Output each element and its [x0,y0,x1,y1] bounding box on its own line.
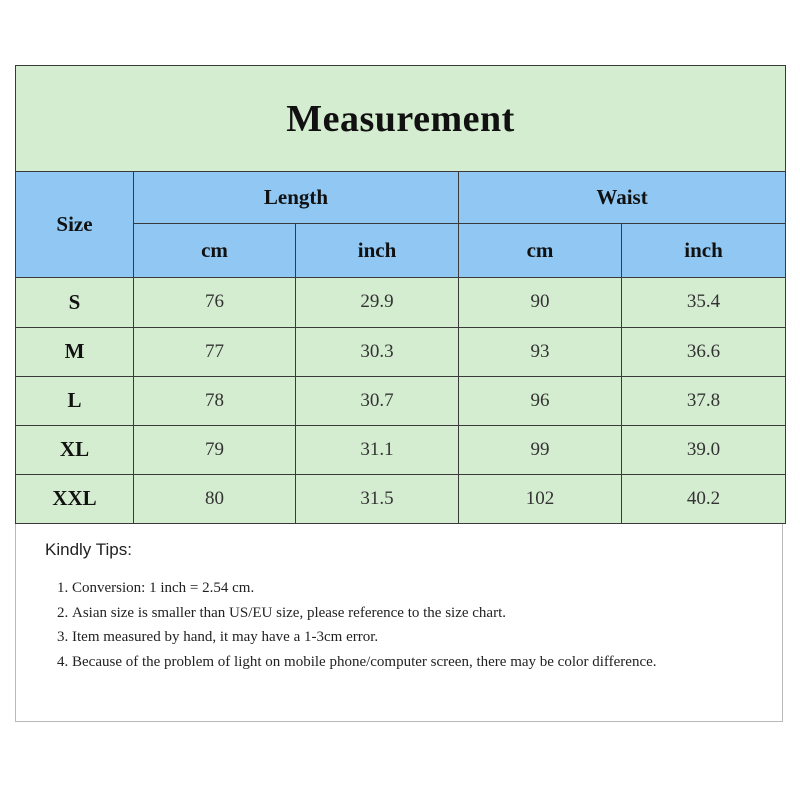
header-size: Size [16,172,134,278]
waist-inch-value: 40.2 [622,474,786,523]
table-row [16,327,786,376]
table-title: Measurement [16,66,786,172]
length-cm-value: 77 [134,327,296,376]
length-inch-value: 31.1 [296,425,459,474]
length-cm-value: 80 [134,474,296,523]
waist-cm-value: 99 [459,425,622,474]
length-cm-value: 78 [134,376,296,425]
size-label: XL [16,425,134,474]
waist-cm-value: 93 [459,327,622,376]
tip-item: 4. Because of the problem of light on mobile phone/computer screen, there may be color difference. [72,650,745,675]
header-length-inch: inch [296,224,459,278]
waist-inch-value: 35.4 [622,278,786,327]
tip-item: 2. Asian size is smaller than US/EU size, please reference to the size chart. [72,601,745,626]
length-inch-value: 31.5 [296,474,459,523]
waist-inch-value: 36.6 [622,327,786,376]
tip-item: 3. Item measured by hand, it may have a 1-3cm error. [72,625,745,650]
waist-cm-value: 90 [459,278,622,327]
size-label: XXL [16,474,134,523]
waist-cm-value: 102 [459,474,622,523]
table-row [16,474,786,523]
size-label: M [16,327,134,376]
tips-section [45,540,745,674]
table-row [16,376,786,425]
length-inch-value: 30.3 [296,327,459,376]
waist-inch-value: 39.0 [622,425,786,474]
length-cm-value: 76 [134,278,296,327]
table-row [16,425,786,474]
waist-inch-value: 37.8 [622,376,786,425]
length-inch-value: 29.9 [296,278,459,327]
waist-cm-value: 96 [459,376,622,425]
size-label: L [16,376,134,425]
tips-list [45,576,745,674]
header-length: Length [134,172,459,224]
length-inch-value: 30.7 [296,376,459,425]
header-waist: Waist [459,172,786,224]
table-row [16,278,786,327]
size-label: S [16,278,134,327]
tip-item: 1. Conversion: 1 inch = 2.54 cm. [72,576,745,601]
header-waist-inch: inch [622,224,786,278]
tips-title: Kindly Tips: [45,540,132,559]
header-waist-cm: cm [459,224,622,278]
length-cm-value: 79 [134,425,296,474]
size-chart-table [15,65,786,524]
header-length-cm: cm [134,224,296,278]
